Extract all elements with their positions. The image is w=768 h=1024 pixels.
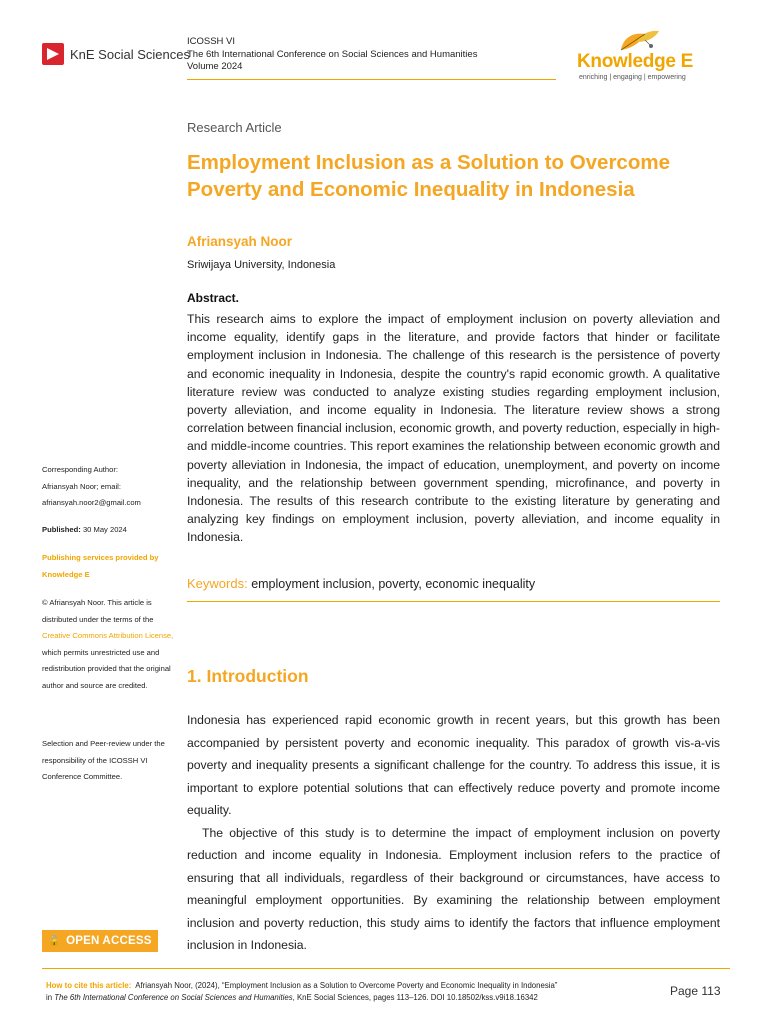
kne-social-sciences-logo	[42, 42, 190, 66]
author-name: Afriansyah Noor	[187, 234, 293, 249]
published-label: Published:	[42, 525, 81, 534]
services-line-2: Knowledge E	[42, 569, 90, 579]
open-access-badge	[42, 930, 158, 952]
page-number: Page 113	[670, 984, 721, 998]
conference-short: ICOSSH VI	[187, 36, 236, 47]
brand-name: Knowledge E	[577, 51, 693, 72]
abstract-heading: Abstract.	[187, 291, 240, 305]
article-type: Research Article	[187, 120, 282, 135]
citation	[46, 980, 666, 1004]
conference-full: The 6th International Conference on Social Sciences and Humanities	[187, 48, 478, 60]
leaf-icon	[615, 28, 665, 52]
citation-text-2: in	[46, 993, 53, 1002]
publishing-services	[42, 550, 177, 583]
citation-text-3: , KnE Social Sciences, pages 113–126. DOI 10.18502/kss.v9i18.16342	[292, 993, 538, 1002]
services-line-1: Publishing services provided by	[42, 553, 159, 562]
keywords	[187, 576, 535, 591]
license-text-before: Afriansyah Noor. This article is distributed under the terms of the	[42, 598, 154, 624]
keywords-list: employment inclusion, poverty, economic inequality	[251, 577, 536, 591]
footer-divider	[42, 968, 730, 969]
brand-tagline: enriching | engaging | empowering	[579, 74, 686, 81]
corresponding-name: Afriansyah Noor; email:	[42, 481, 121, 491]
corresponding-author	[42, 462, 177, 512]
license-note	[42, 595, 177, 694]
peer-review-note: Selection and Peer-review under the responsibility of the ICOSSH VI Conference Committee.	[42, 739, 165, 781]
intro-paragraph-1: Indonesia has experienced rapid economic growth in recent years, but this growth has been accompanied by persistent poverty and economic inequality. This paradox of growth vis-a-vis poverty and inequality presents a significant challenge for the country. To address this issue, it is important to explore potential solutions that can effectively reduce poverty and promote income equality.	[187, 713, 720, 817]
knowledge-e-logo	[577, 28, 727, 88]
citation-proceedings: The 6th International Conference on Social Sciences and Humanities	[54, 993, 293, 1002]
abstract-text: This research aims to explore the impact of employment inclusion on poverty alleviation and income equality, identify gaps in the literature, and provide factors that hinder or facilitate employment inclusion in Indonesia. The challenge of this research is the persistence of poverty and economic inequality in Indonesia, despite the country's rapid economic growth. A qualitative literature review was conducted to analyze existing studies regarding employment inclusion, poverty alleviation, and income equality in Indonesia. The literature review shows a strong correlation between financial inclusion, economic growth, and poverty reduction, especially in high- and middle-income countries. This report examines the relationship between economic growth and poverty alleviation in Indonesia, the impact of education, unemployment, and poverty on income inequality, and the relationship between government spending, microfinance, and poverty in Indonesia. The results of this research contribute to the existing literature by generating and analyzing key findings on employment inclusion, poverty alleviation, and income equality in Indonesia.	[187, 312, 720, 545]
citation-label: How to cite this article:	[46, 981, 132, 990]
kne-logo-icon	[42, 43, 64, 65]
license-text-after: which permits unrestricted use and redistribution provided that the original author and source are credited.	[42, 647, 171, 690]
keywords-divider	[187, 601, 720, 602]
published-date: 30 May 2024	[82, 525, 127, 534]
introduction-heading: 1. Introduction	[187, 666, 309, 686]
keywords-label: Keywords:	[187, 576, 248, 591]
published-info	[42, 522, 177, 539]
open-lock-icon: 🔓	[48, 935, 62, 947]
copyright-icon: ©	[42, 598, 48, 607]
citation-text-1: Afriansyah Noor, (2024), “Employment Inclusion as a Solution to Overcome Poverty and Economic Inequality in Indonesia”	[135, 981, 558, 990]
affiliation: Sriwijaya University, Indonesia	[187, 259, 336, 271]
header-divider	[187, 79, 556, 80]
introduction-body	[187, 709, 720, 957]
volume: Volume 2024	[187, 61, 243, 72]
kne-logo-text: KnE Social Sciences	[70, 46, 190, 62]
article-title: Employment Inclusion as a Solution to Overcome Poverty and Economic Inequality in Indonesia	[187, 151, 670, 201]
corresponding-email[interactable]: afriansyah.noor2@gmail.com	[42, 498, 141, 507]
conference-info	[187, 36, 477, 74]
intro-paragraph-2: The objective of this study is to determine the impact of employment inclusion on poverty reduction and income equality in Indonesia. Employment inclusion refers to the practice of ensuring that all individuals, regardless of their background or circumstances, have access to meaningful employment opportunities. By examining the relationship between employment inclusion and poverty reduction, this study aims to identify the factors that influence employment inclusion in Indonesia.	[187, 825, 720, 952]
creative-commons-link[interactable]: Creative Commons Attribution License,	[42, 631, 174, 640]
open-access-label: OPEN ACCESS	[66, 935, 152, 947]
corresponding-label: Corresponding Author:	[42, 465, 118, 474]
